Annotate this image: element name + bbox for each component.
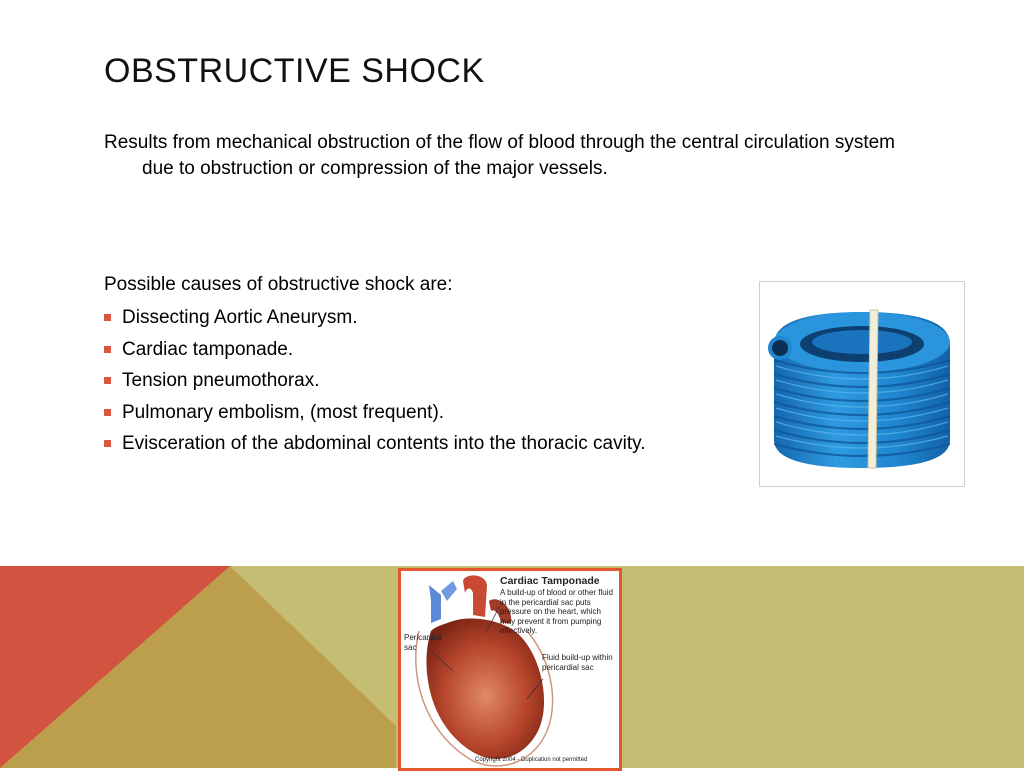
- fluid-buildup-label: Fluid build-up within pericardial sac: [542, 653, 613, 672]
- heart-image-description: A build-up of blood or other fluid in the pericardial sac puts pressure on the heart, which may prevent it from pumping effectively.: [500, 588, 613, 635]
- list-item: [104, 337, 645, 369]
- bullet-square-icon: [104, 409, 111, 416]
- causes-list: [104, 305, 645, 463]
- list-item-text: Tension pneumothorax.: [122, 370, 320, 391]
- list-item: [104, 431, 645, 463]
- bullet-square-icon: [104, 314, 111, 321]
- hose-image: [759, 281, 965, 487]
- list-item: [104, 368, 645, 400]
- list-item-text: Evisceration of the abdominal contents into the thoracic cavity.: [122, 433, 646, 454]
- list-item: [104, 400, 645, 432]
- causes-heading: Possible causes of obstructive shock are:: [104, 274, 453, 295]
- list-item-text: Pulmonary embolism, (most frequent).: [122, 401, 445, 423]
- heart-image: [398, 568, 622, 771]
- bullet-square-icon: [104, 440, 111, 447]
- hose-icon: [760, 282, 964, 486]
- pericardial-sac-label: Pericardial sac: [404, 633, 442, 652]
- list-item: [104, 305, 645, 337]
- slide-title: OBSTRUCTIVE SHOCK: [104, 52, 485, 90]
- copyright-text: Copyright 2004 - Duplication not permitted: [475, 757, 588, 763]
- list-item-text: Cardiac tamponade.: [122, 338, 294, 360]
- bullet-square-icon: [104, 346, 111, 353]
- bullet-square-icon: [104, 377, 111, 384]
- list-item-text: Dissecting Aortic Aneurysm.: [122, 307, 358, 328]
- intro-paragraph: Results from mechanical obstruction of the flow of blood through the central circulation system due to obstruction or compression of the major vessels.: [104, 132, 895, 179]
- heart-image-title: Cardiac Tamponade: [500, 575, 600, 587]
